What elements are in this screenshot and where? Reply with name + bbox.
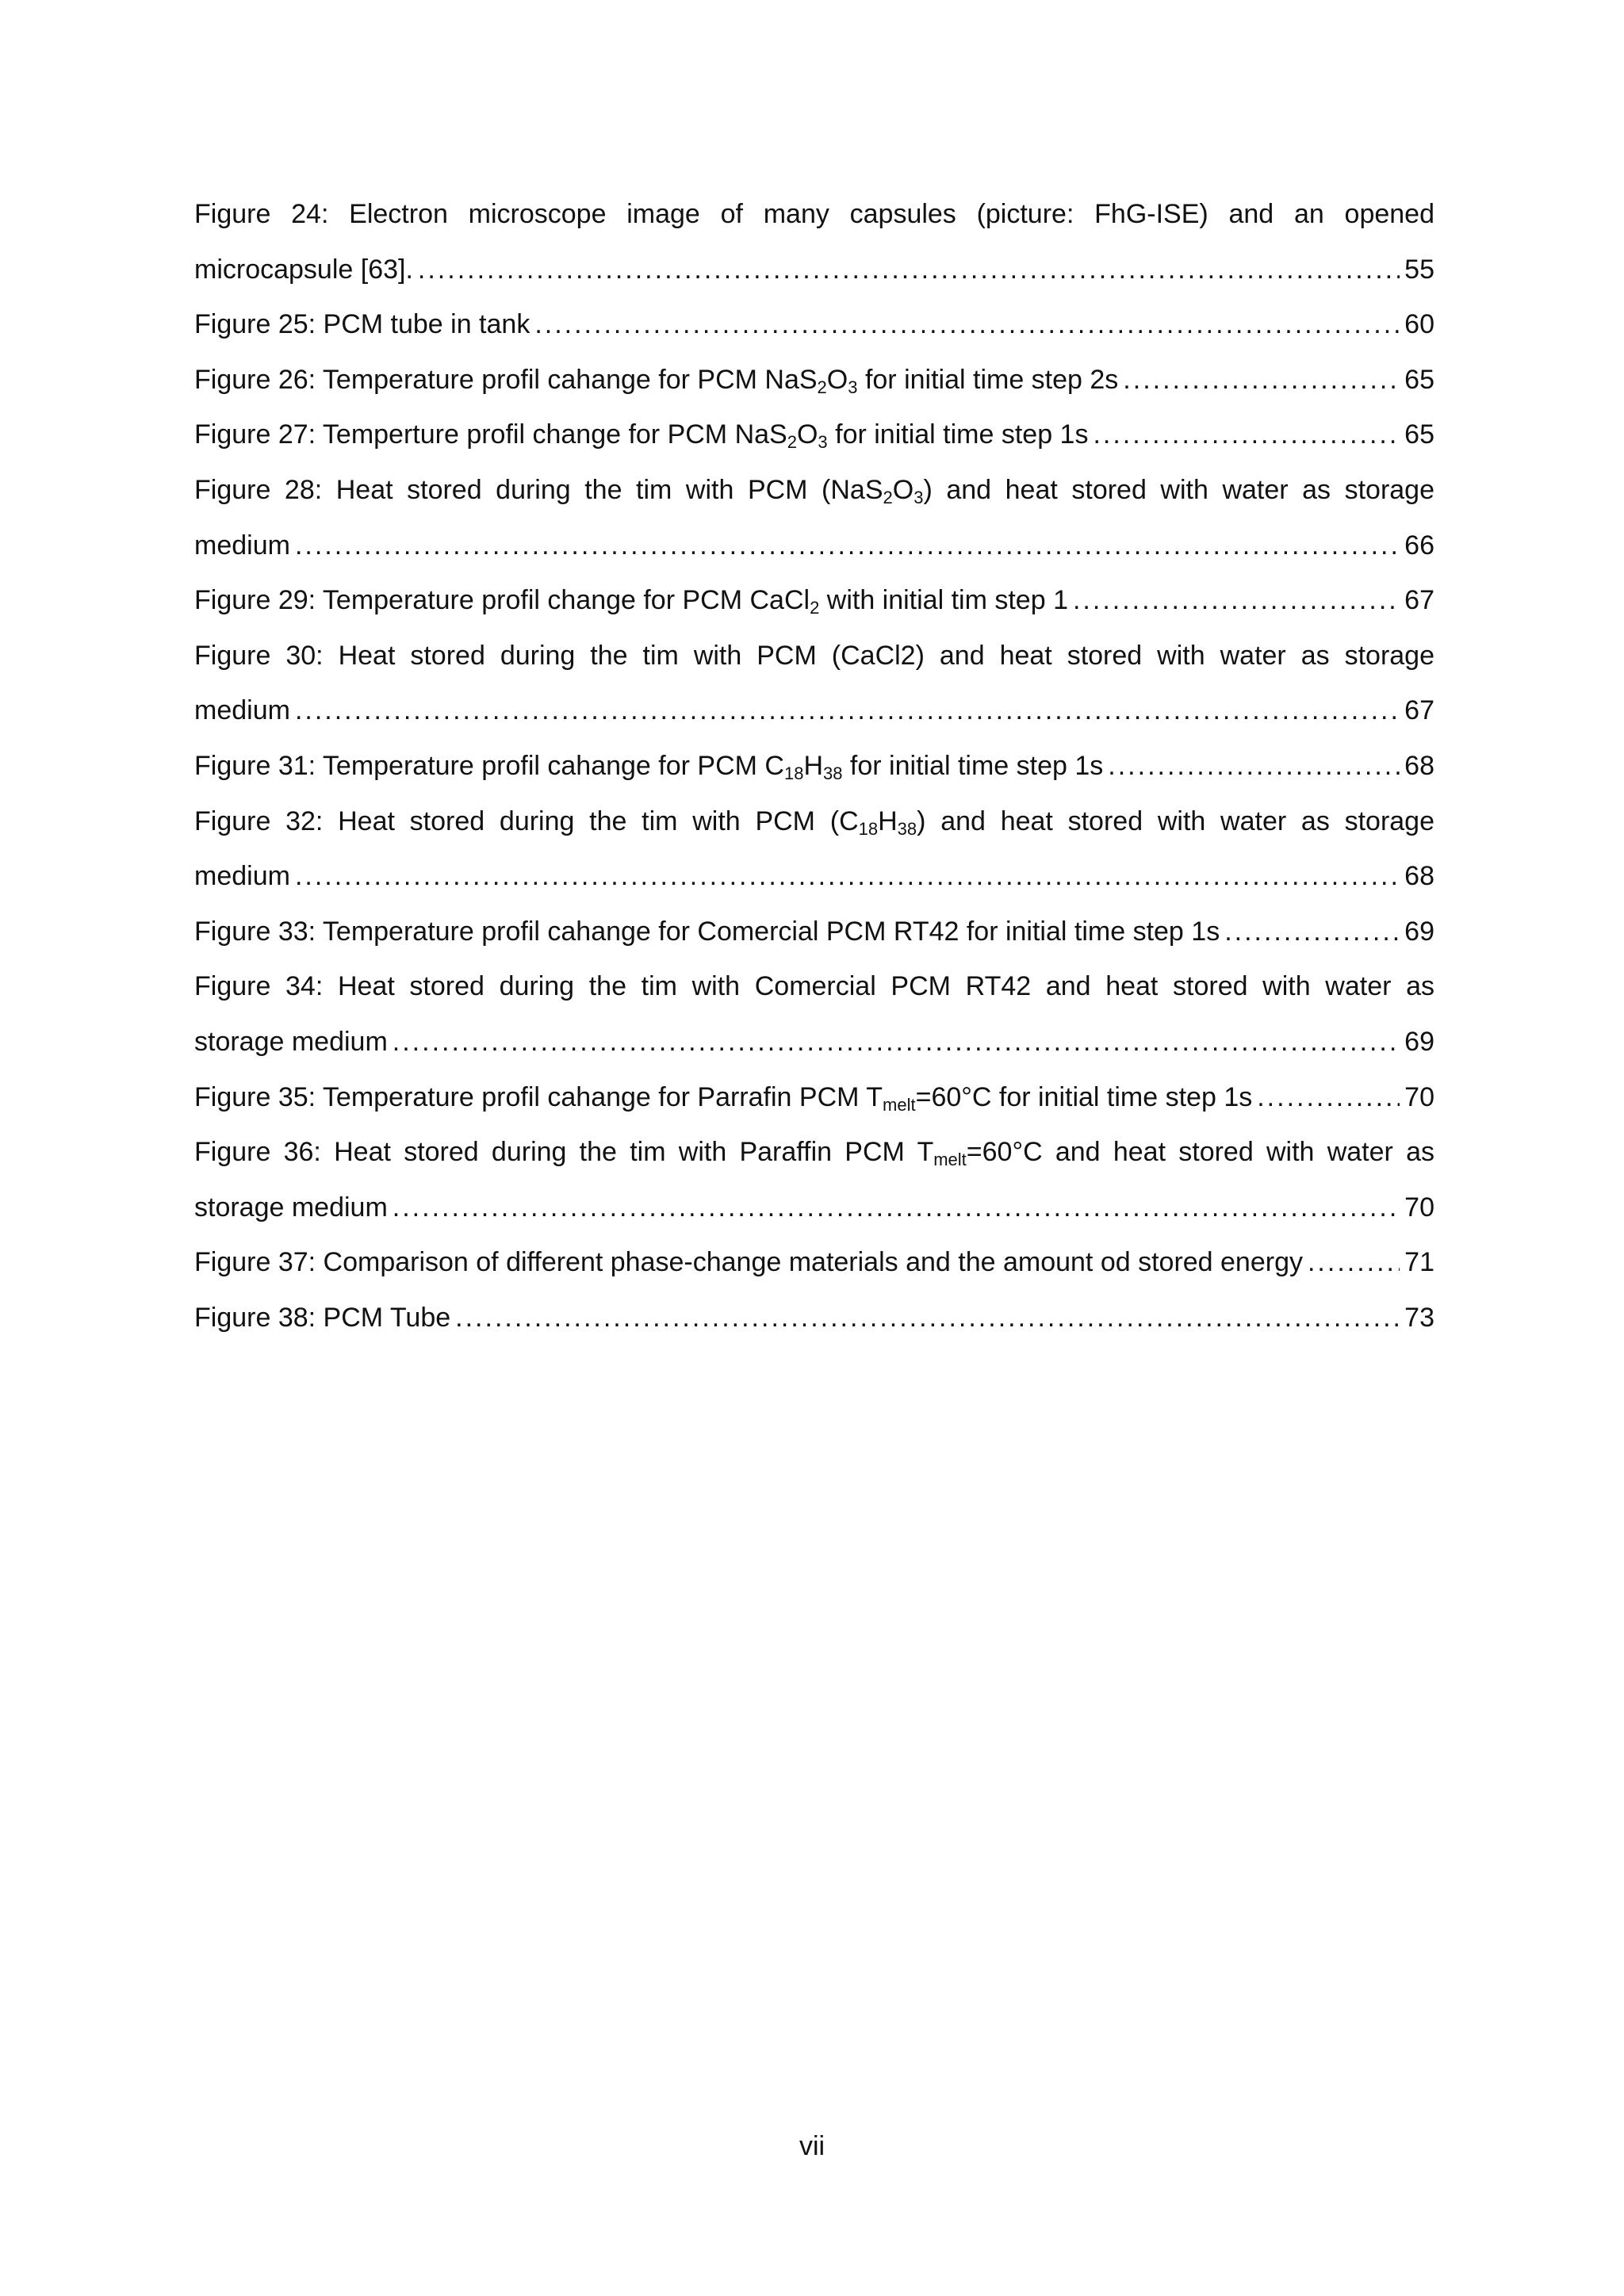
entry-title: Figure 29: Temperature profil change for PCM CaCl$_2$ with initial tim step 1 xyxy=(194,585,1068,618)
dot-leader xyxy=(393,1181,1400,1236)
dot-leader xyxy=(1224,905,1400,960)
toc-entry-figure-34[interactable] xyxy=(194,959,1434,1070)
entry-page-number: 55 xyxy=(1404,254,1434,285)
toc-entry-figure-25[interactable] xyxy=(194,297,1434,353)
entry-title-line: Figure 28: Heat stored during the tim with PCM $(NaS_2O_3)$ and heat stored with water as storage xyxy=(194,474,1435,507)
toc-entry-figure-31[interactable] xyxy=(194,739,1434,794)
entry-page-number: 65 xyxy=(1404,419,1434,450)
toc-entry-figure-38[interactable] xyxy=(194,1291,1434,1346)
entry-page-number: 69 xyxy=(1404,916,1434,947)
entry-title: Figure 35: Temperature profil cahange for Parrafin PCM $T_{melt}=60^\circ C$ for initial time step 1s xyxy=(194,1081,1253,1115)
entry-page-number: 69 xyxy=(1404,1026,1434,1057)
entry-page-number: 65 xyxy=(1404,364,1434,395)
dot-leader xyxy=(1308,1235,1400,1291)
entry-page-number: 67 xyxy=(1404,695,1434,726)
entry-title: Figure 31: Temperature profil cahange for PCM $C_{18}H_{38}$ for initial time step 1s xyxy=(194,750,1104,783)
entry-title-line: Figure 34: Heat stored during the tim with Comercial PCM RT42 and heat stored with water as xyxy=(194,971,1434,1002)
entry-title: Figure 26: Temperature profil cahange for PCM $NaS_2O_3$ for initial time step 2s xyxy=(194,364,1119,397)
entry-title: medium xyxy=(194,695,290,726)
toc-entry-figure-24[interactable] xyxy=(194,187,1434,297)
toc-entry-figure-35[interactable] xyxy=(194,1070,1434,1126)
entry-title: medium xyxy=(194,861,290,892)
toc-entry-figure-27[interactable] xyxy=(194,408,1434,463)
entry-page-number: 70 xyxy=(1404,1081,1434,1112)
toc-entry-figure-30[interactable] xyxy=(194,629,1434,739)
dot-leader xyxy=(1123,353,1400,408)
entry-page-number: 73 xyxy=(1404,1302,1434,1333)
entry-page-number: 68 xyxy=(1404,861,1434,892)
entry-title: Figure 33: Temperature profil cahange for Comercial PCM RT42 for initial time step 1s xyxy=(194,916,1220,947)
toc-entry-figure-36[interactable] xyxy=(194,1125,1434,1235)
dot-leader xyxy=(534,297,1400,353)
entry-page-number: 66 xyxy=(1404,530,1434,561)
dot-leader xyxy=(455,1291,1400,1346)
entry-page-number: 68 xyxy=(1404,750,1434,781)
dot-leader xyxy=(295,683,1400,739)
dot-leader xyxy=(1257,1070,1400,1126)
entry-page-number: 71 xyxy=(1404,1247,1434,1278)
toc-entry-figure-28[interactable] xyxy=(194,463,1434,573)
toc-entry-figure-29[interactable] xyxy=(194,573,1434,629)
dot-leader xyxy=(1093,408,1400,463)
entry-title: Figure 25: PCM tube in tank xyxy=(194,309,530,340)
footer-page-number: vii xyxy=(799,2131,825,2161)
entry-title: medium xyxy=(194,530,290,561)
dot-leader xyxy=(393,1015,1400,1070)
entry-page-number: 70 xyxy=(1404,1192,1434,1223)
entry-title: Figure 27: Temperture profil change for PCM $NaS_2O_3$ for initial time step 1s xyxy=(194,419,1089,453)
dot-leader xyxy=(295,519,1400,574)
entry-title-line: Figure 32: Heat stored during the tim with PCM $(C_{18}H_{38})$ and heat stored with water as storage xyxy=(194,806,1434,839)
entry-title: Figure 37: Comparison of different phase-change materials and the amount od stored energy xyxy=(194,1247,1303,1278)
entry-title-line: Figure 30: Heat stored during the tim with PCM (CaCl2) and heat stored with water as storage xyxy=(194,640,1434,671)
entry-page-number: 67 xyxy=(1404,585,1434,616)
toc-entry-figure-26[interactable] xyxy=(194,353,1434,408)
toc-entry-figure-32[interactable] xyxy=(194,794,1434,905)
entry-page-number: 60 xyxy=(1404,309,1434,340)
entry-title: storage medium xyxy=(194,1026,388,1057)
toc-entry-figure-33[interactable] xyxy=(194,905,1434,960)
entry-title: microcapsule [63]. xyxy=(194,254,413,285)
dot-leader xyxy=(295,849,1400,905)
entry-title: Figure 38: PCM Tube xyxy=(194,1302,451,1333)
dot-leader xyxy=(1073,573,1400,629)
entry-title: storage medium xyxy=(194,1192,388,1223)
list-of-figures xyxy=(194,187,1434,1345)
entry-title-line: Figure 24: Electron microscope image of many capsules (picture: FhG-ISE) and an opened xyxy=(194,199,1434,229)
dot-leader xyxy=(1108,739,1400,794)
dot-leader xyxy=(418,243,1400,298)
entry-title-line: Figure 36: Heat stored during the tim with Paraffin PCM $T_{melt}=60^\circ C$ and heat stored with water as xyxy=(194,1137,1434,1170)
toc-entry-figure-37[interactable] xyxy=(194,1235,1434,1291)
